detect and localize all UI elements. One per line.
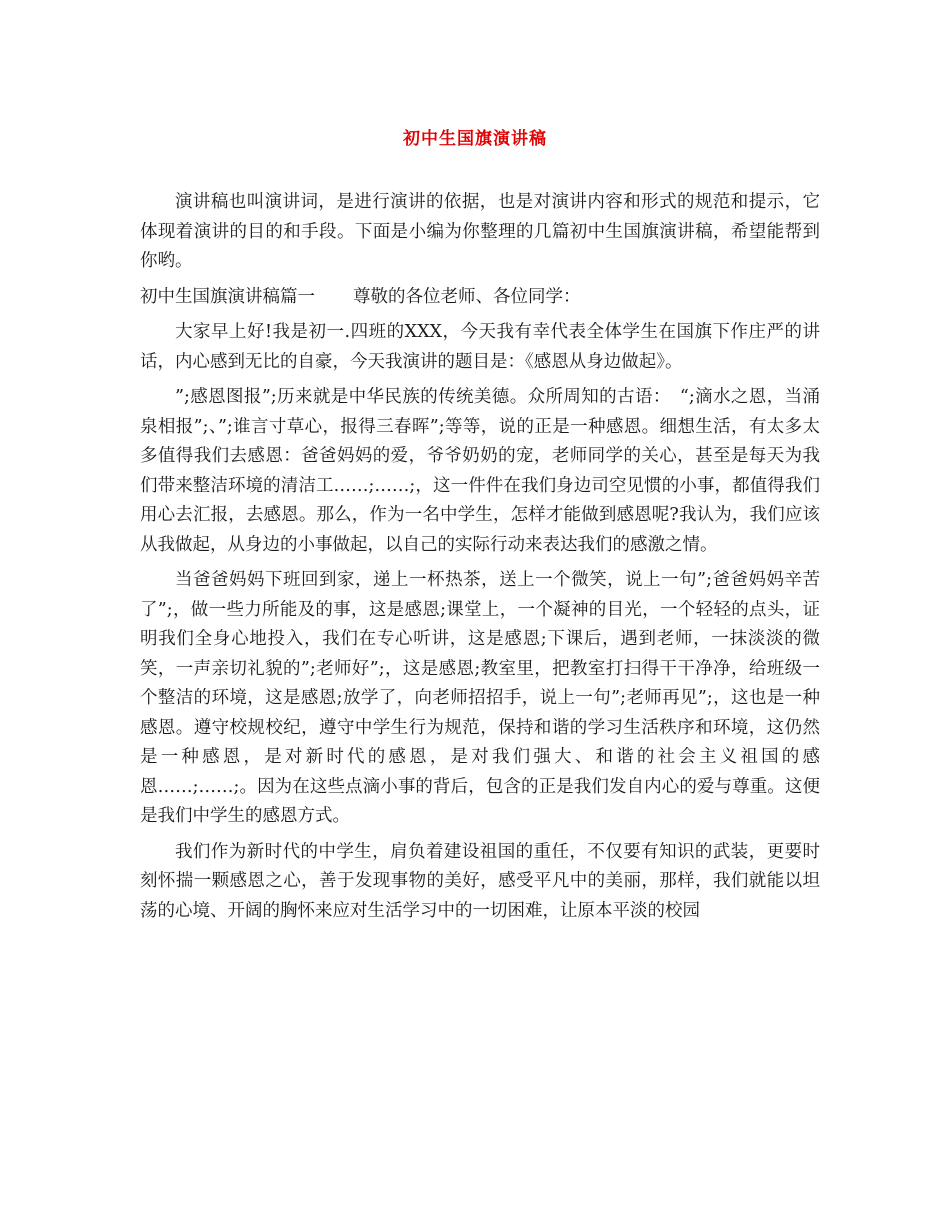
document-body (140, 188, 820, 932)
document-title: 初中生国旗演讲稿 (403, 129, 547, 149)
body-paragraph: 当爸爸妈妈下班回到家，递上一杯热茶，送上一个微笑，说上一句”;爸爸妈妈辛苦了”;，做一些力所能及的事，这是感恩;课堂上，一个凝神的目光，一个轻轻的点头，证明我们全身心地投入，我们在专心听讲，这是感恩;下课后，遇到老师，一抹淡淡的微笑，一声亲切礼貌的”;老师好”;，这是感恩;教室里，把教室打扫得干干净净，给班级一个整洁的环境，这是感恩;放学了，向老师招招手，说上一句”;老师再见”;，这也是一种感恩。遵守校规校纪，遵守中学生行为规范，保持和谐的学习生活秩序和环境，这仍然是一种感恩，是对新时代的感恩，是对我们强大、和谐的社会主义祖国的感恩……;……;。因为在这些点滴小事的背后，包含的正是我们发自内心的爱与尊重。这便是我们中学生的感恩方式。 (140, 570, 820, 826)
intro-paragraph: 演讲稿也叫演讲词，是进行演讲的依据，也是对演讲内容和形式的规范和提示，它体现着演讲的目的和手段。下面是小编为你整理的几篇初中生国旗演讲稿，希望能帮到你哟。 (140, 192, 820, 271)
body-paragraph: ”;感恩图报”;历来就是中华民族的传统美德。众所周知的古语： “;滴水之恩，当涌泉相报”;、”;谁言寸草心，报得三春晖”;等等，说的正是一种感恩。细想生活，有太多太多值得我们去感恩：爸爸妈妈的爱，爷爷奶奶的宠，老师同学的关心，甚至是每天为我们带来整洁环境的清洁工……;……;，这一件件在我们身边司空见惯的小事，都值得我们用心去汇报，去感恩。那么，作为一名中学生，怎样才能做到感恩呢?我认为，我们应该从我做起，从身边的小事做起，以自己的实际行动来表达我们的感激之情。 (140, 387, 820, 555)
section-heading (140, 283, 820, 313)
salutation: 尊敬的各位老师、各位同学： (353, 286, 581, 307)
body-paragraph: 大家早上好!我是初一.四班的XXX，今天我有幸代表全体学生在国旗下作庄严的讲话，内心感到无比的自豪，今天我演讲的题目是：《感恩从身边做起》。 (140, 322, 820, 372)
body-paragraph: 我们作为新时代的中学生，肩负着建设祖国的重任，不仅要有知识的武装，更要时刻怀揣一颗感恩之心，善于发现事物的美好，感受平凡中的美丽，那样，我们就能以坦荡的心境、开阔的胸怀来应对生活学习中的一切困难，让原本平淡的校园 (140, 841, 820, 921)
section-heading-label: 初中生国旗演讲稿篇一 (140, 286, 315, 307)
